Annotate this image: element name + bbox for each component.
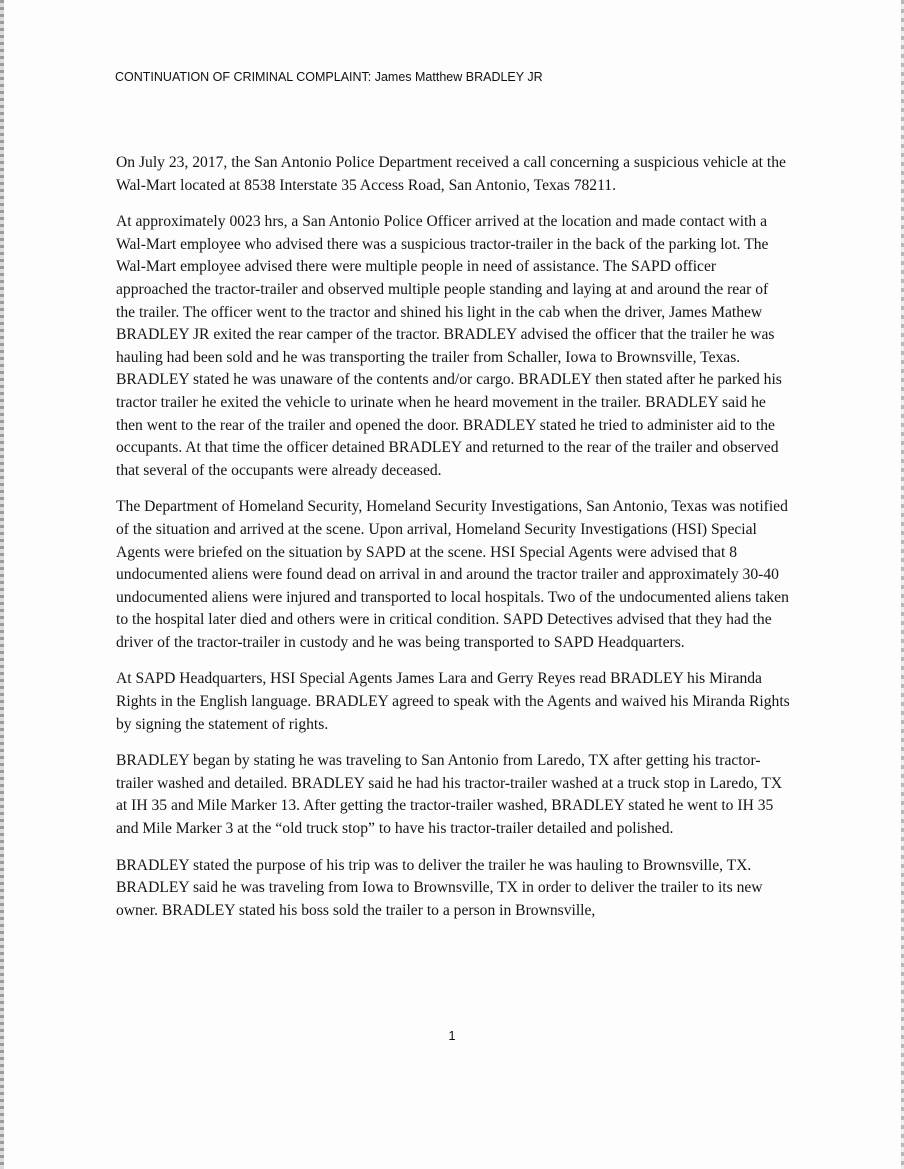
paragraph-officer-arrival: At approximately 0023 hrs, a San Antonio Police Officer arrived at the location and made contact with a Wal-Mart employee who advised there was a suspicious tractor-trailer in the back of the parking lot. The Wal-Mart employee advised there were multiple people in need of assistance. The SAPD officer approached the tractor-trailer and observed multiple people standing and laying at and around the rear of the trailer. The officer went to the tractor and shined his light in the cab when the driver, James Mathew BRADLEY JR exited the rear camper of the tractor. BRADLEY advised the officer that the trailer he was hauling had been sold and he was transporting the trailer from Schaller, Iowa to Brownsville, Texas. BRADLEY stated he was unaware of the contents and/or cargo. BRADLEY then stated after he parked his tractor trailer he exited the vehicle to urinate when he heard movement in the trailer. BRADLEY said he then went to the rear of the trailer and opened the door. BRADLEY stated he tried to administer aid to the occupants. At that time the officer detained BRADLEY and returned to the rear of the trailer and observed that several of the occupants were already deceased. — [116, 213, 782, 479]
paragraph-miranda-rights: At SAPD Headquarters, HSI Special Agents James Lara and Gerry Reyes read BRADLEY his Miranda Rights in the English language. BRADLEY agreed to speak with the Agents and waived his Miranda Rights by signing the statement of rights. — [116, 670, 790, 733]
paragraph-travel-laredo: BRADLEY began by stating he was traveling to San Antonio from Laredo, TX after getting his tractor-trailer washed and detailed. BRADLEY said he had his tractor-trailer washed at a truck stop in Laredo, TX at IH 35 and Mile Marker 13. After getting the tractor-trailer washed, BRADLEY stated he went to IH 35 and Mile Marker 3 at the “old truck stop” to have his tractor-trailer detailed and polished. — [116, 752, 783, 838]
paragraph-incident-call: On July 23, 2017, the San Antonio Police Department received a call concerning a suspicious vehicle at the Wal-Mart located at 8538 Interstate 35 Access Road, San Antonio, Texas 78211. — [116, 154, 786, 194]
document-body — [116, 152, 791, 936]
document-header: CONTINUATION OF CRIMINAL COMPLAINT: James Matthew BRADLEY JR — [115, 70, 543, 84]
scan-edge-left — [0, 0, 4, 1169]
page-number: 1 — [448, 1028, 456, 1043]
paragraph-trip-purpose: BRADLEY stated the purpose of his trip was to deliver the trailer he was hauling to Brownsville, TX. BRADLEY said he was traveling from Iowa to Brownsville, TX in order to deliver the trailer to its new owner. BRADLEY stated his boss sold the trailer to a person in Brownsville, — [116, 856, 763, 919]
paragraph-hsi-notified: The Department of Homeland Security, Homeland Security Investigations, San Antonio, Texas was notified of the situation and arrived at the scene. Upon arrival, Homeland Security Investigations (HSI) Special Agents were briefed on the situation by SAPD at the scene. HSI Special Agents were advised that 8 undocumented aliens were found dead on arrival in and around the tractor trailer and approximately 30-40 undocumented aliens were injured and transported to local hospitals. Two of the undocumented aliens taken to the hospital later died and others were in critical condition. SAPD Detectives advised that they had the driver of the tractor-trailer in custody and he was being transported to SAPD Headquarters. — [116, 498, 789, 651]
